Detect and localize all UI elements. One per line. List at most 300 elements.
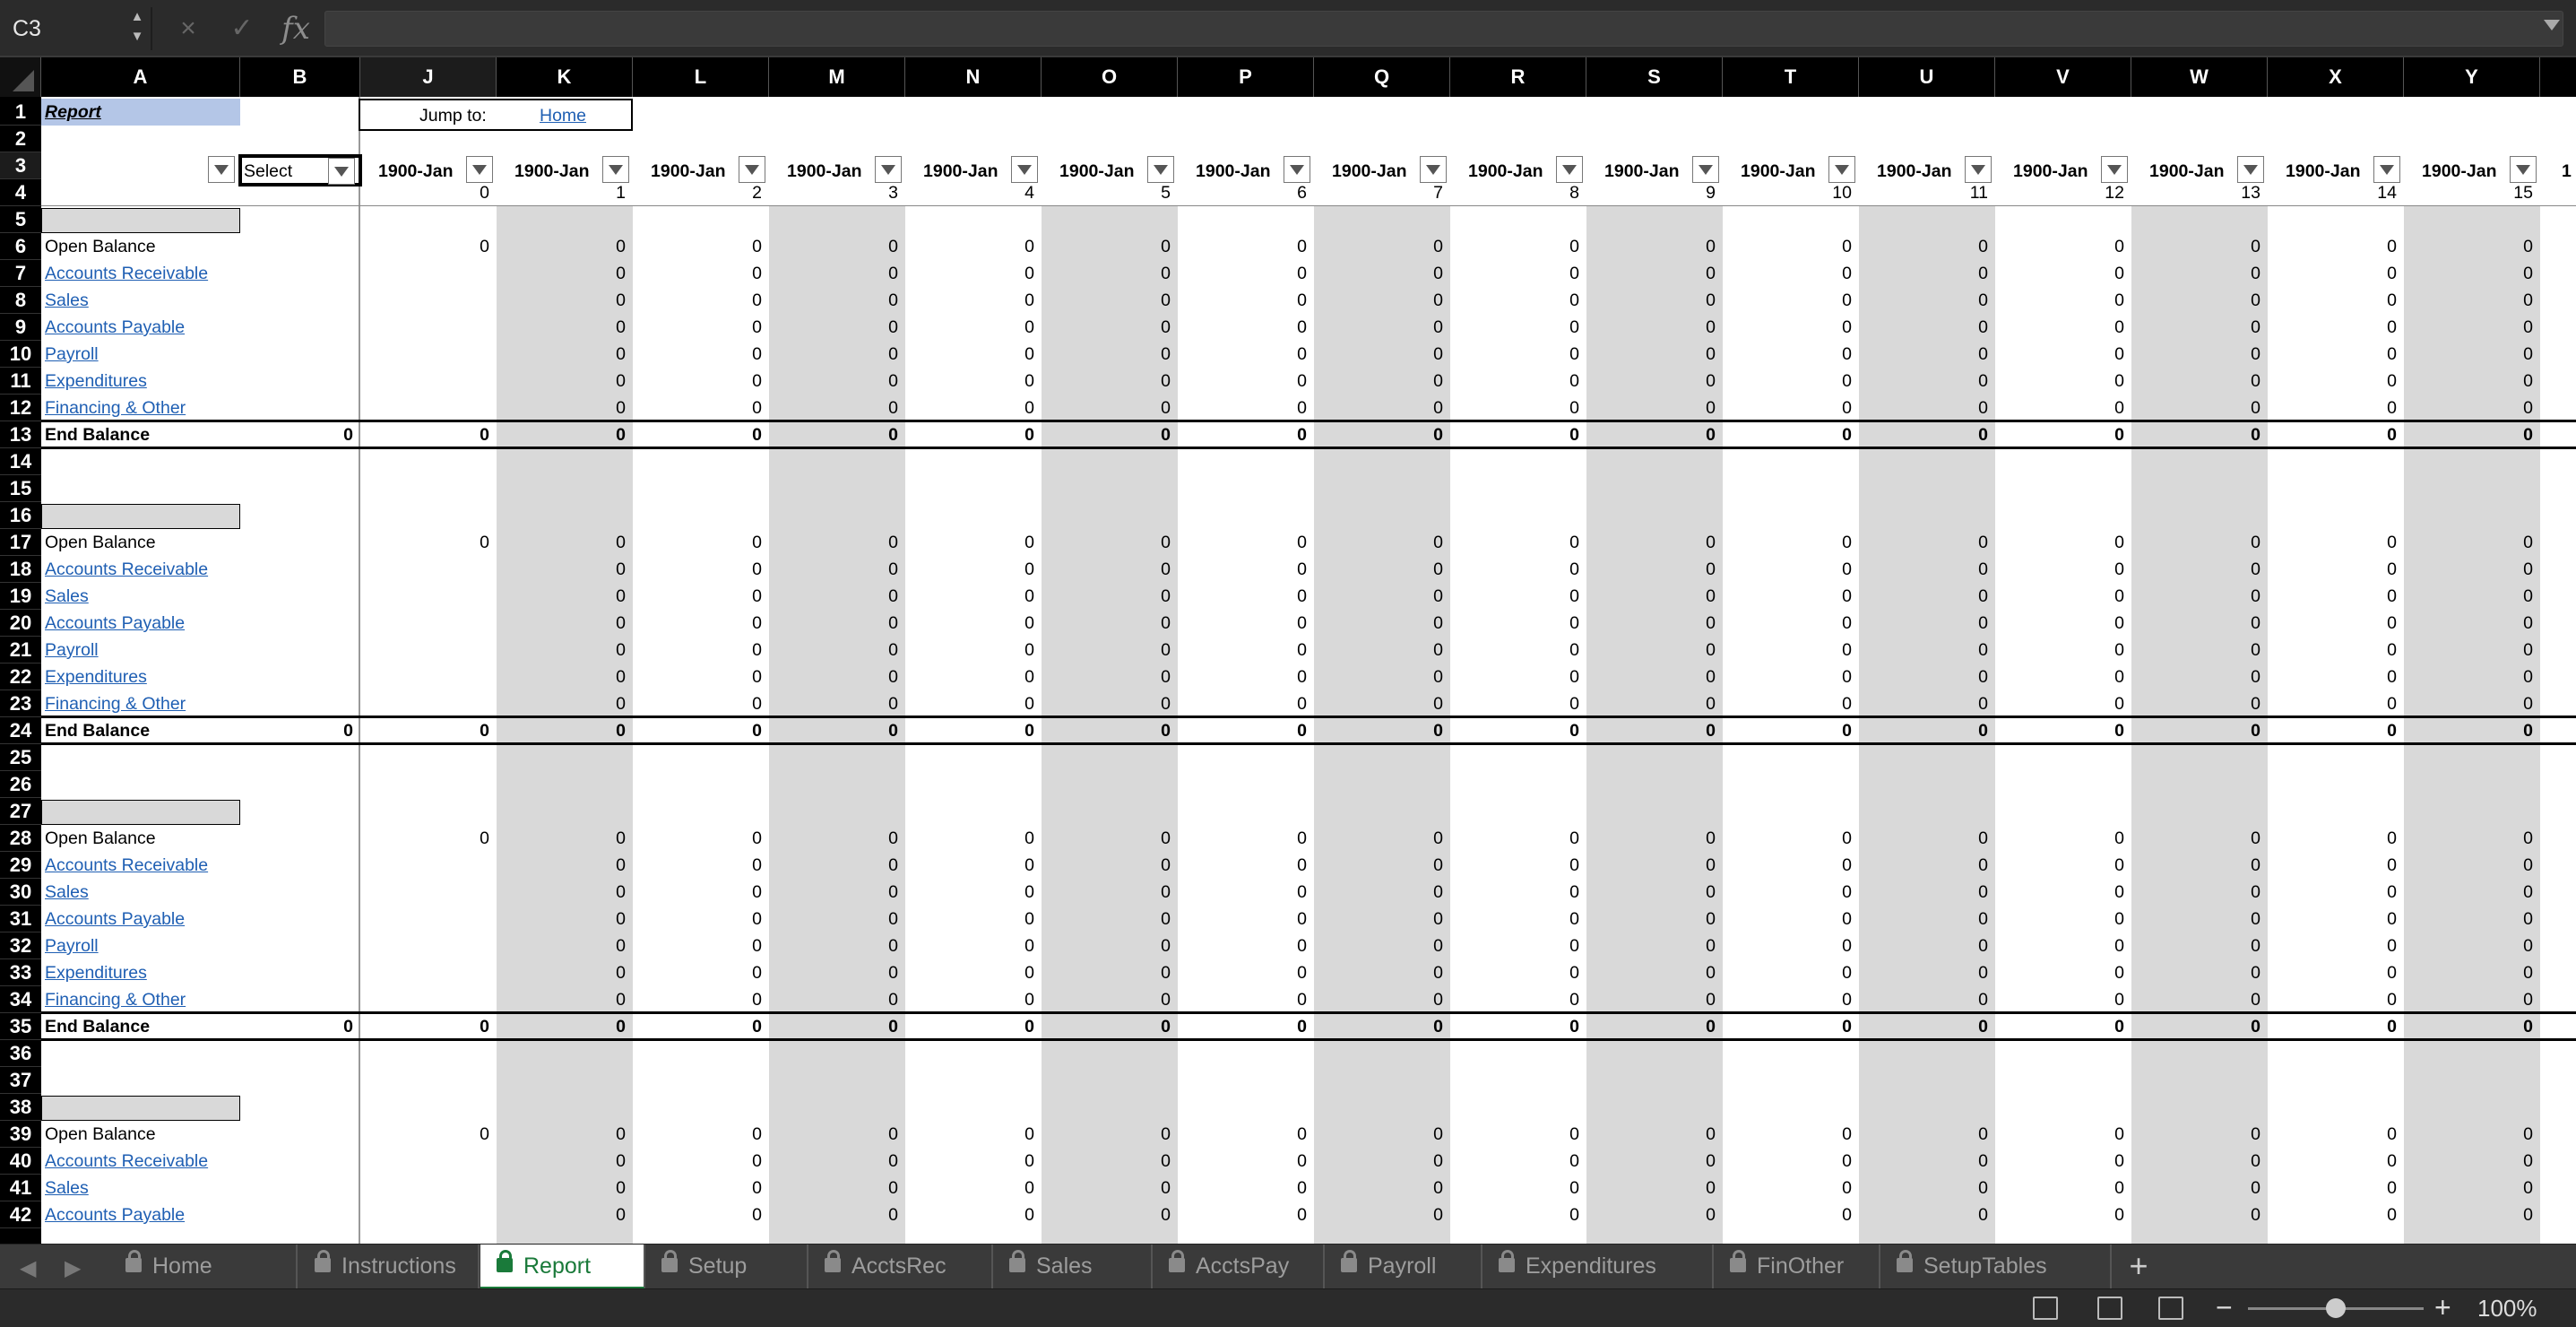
sheet-tab-expenditures[interactable] (1482, 1245, 1714, 1289)
sheet-tab-sales[interactable] (993, 1245, 1153, 1289)
column-header-s[interactable]: S (1586, 57, 1723, 97)
open-balance-value: 0 (480, 237, 489, 256)
value-cell: 0 (1024, 264, 1034, 283)
item-link-sales[interactable]: Sales (45, 882, 89, 902)
row-header-29[interactable]: 29 (0, 852, 41, 879)
item-link-accounts-receivable[interactable]: Accounts Receivable (45, 1151, 209, 1171)
lock-icon (497, 1258, 513, 1272)
value-cell: 0 (1024, 882, 1034, 902)
value-cell: 0 (1842, 1124, 1852, 1144)
value-cell: 0 (1433, 990, 1443, 1010)
row-header-37[interactable]: 37 (0, 1067, 41, 1094)
value-cell: 0 (1569, 533, 1579, 552)
item-link-payroll[interactable]: Payroll (45, 344, 99, 364)
value-cell: 0 (1842, 237, 1852, 256)
sheet-tab-instructions[interactable] (298, 1245, 480, 1289)
item-link-expenditures[interactable]: Expenditures (45, 667, 147, 687)
value-cell: 0 (2251, 1124, 2260, 1144)
sheet-tab-acctsrec[interactable] (808, 1245, 993, 1289)
insert-function-icon[interactable]: fx (281, 11, 310, 47)
row-header-3[interactable]: 3 (0, 152, 41, 179)
value-cell: 0 (2114, 963, 2124, 983)
column-header-q[interactable]: Q (1314, 57, 1450, 97)
row-header-30[interactable]: 30 (0, 879, 41, 906)
value-cell: 0 (616, 586, 626, 606)
lock-icon (1730, 1258, 1746, 1272)
sheet-tab-setuptables[interactable] (1880, 1245, 2112, 1289)
value-cell: 0 (752, 667, 762, 687)
item-link-sales[interactable]: Sales (45, 291, 89, 310)
period-index: 11 (1969, 183, 1988, 203)
value-cell: 0 (1297, 371, 1307, 391)
value-cell: 0 (1024, 586, 1034, 606)
value-cell: 0 (1978, 613, 1988, 633)
value-cell: 0 (1297, 990, 1307, 1010)
column-header-w[interactable]: W (2131, 57, 2268, 97)
value-cell: 0 (1978, 694, 1988, 714)
filter-dropdown-a[interactable] (208, 156, 235, 183)
period-index: 10 (1832, 183, 1852, 203)
item-link-expenditures[interactable]: Expenditures (45, 371, 147, 391)
item-link-accounts-payable[interactable]: Accounts Payable (45, 613, 186, 633)
value-cell: 0 (888, 1124, 898, 1144)
value-cell: 0 (1569, 990, 1579, 1010)
value-cell: 0 (1569, 559, 1579, 579)
value-cell: 0 (2114, 667, 2124, 687)
row-header-14[interactable]: 14 (0, 448, 41, 475)
worksheet-grid[interactable] (0, 57, 2576, 1244)
header-divider (41, 205, 2576, 206)
value-cell: 0 (2251, 237, 2260, 256)
value-cell: 0 (616, 694, 626, 714)
value-cell: 0 (1161, 1151, 1171, 1171)
value-cell: 0 (2523, 613, 2533, 633)
end-balance-value: 0 (1161, 1017, 1171, 1036)
item-link-accounts-payable[interactable]: Accounts Payable (45, 909, 186, 929)
value-cell: 0 (1161, 667, 1171, 687)
value-cell: 0 (2251, 882, 2260, 902)
select-dropdown[interactable] (238, 154, 362, 186)
value-cell: 0 (1842, 828, 1852, 848)
select-dropdown-arrow-icon[interactable] (328, 158, 355, 185)
end-balance-value: 0 (1978, 721, 1988, 741)
row-header-36[interactable]: 36 (0, 1040, 41, 1067)
value-cell: 0 (2523, 1178, 2533, 1198)
value-cell: 0 (616, 640, 626, 660)
value-cell: 0 (752, 613, 762, 633)
value-cell: 0 (1569, 1124, 1579, 1144)
name-box[interactable]: C3 (0, 7, 152, 50)
value-cell: 0 (2114, 1124, 2124, 1144)
row-header-25[interactable]: 25 (0, 744, 41, 771)
block-name-box[interactable] (41, 208, 240, 233)
row-header-28[interactable]: 28 (0, 825, 41, 852)
report-title[interactable]: Report (45, 102, 101, 122)
item-link-accounts-receivable[interactable]: Accounts Receivable (45, 559, 209, 579)
row-header-11[interactable]: 11 (0, 368, 41, 395)
item-link-accounts-payable[interactable]: Accounts Payable (45, 1205, 186, 1225)
value-cell: 0 (1161, 291, 1171, 310)
value-cell: 0 (1297, 694, 1307, 714)
value-cell: 0 (1706, 882, 1716, 902)
value-cell: 0 (1569, 855, 1579, 875)
value-cell: 0 (1297, 559, 1307, 579)
value-cell: 0 (1978, 667, 1988, 687)
value-cell: 0 (2251, 291, 2260, 310)
period-header: 1900-Jan (1468, 161, 1543, 181)
column-header-y[interactable]: Y (2404, 57, 2540, 97)
row-header-15[interactable]: 15 (0, 475, 41, 502)
sheet-tab-home[interactable] (109, 1245, 298, 1289)
value-cell: 0 (2251, 667, 2260, 687)
value-cell: 0 (1297, 963, 1307, 983)
value-cell: 0 (1161, 640, 1171, 660)
value-cell: 0 (1569, 264, 1579, 283)
value-cell: 0 (1024, 559, 1034, 579)
sheet-tab-setup[interactable] (645, 1245, 808, 1289)
row-header-20[interactable]: 20 (0, 610, 41, 637)
row-header-22[interactable]: 22 (0, 664, 41, 690)
value-cell: 0 (752, 291, 762, 310)
period-index: 3 (888, 183, 898, 203)
row-header-18[interactable]: 18 (0, 556, 41, 583)
row-header-1[interactable]: 1 (0, 99, 41, 126)
value-cell: 0 (1706, 694, 1716, 714)
value-cell: 0 (752, 990, 762, 1010)
page-layout-view-icon[interactable] (2097, 1297, 2122, 1320)
value-cell: 0 (1706, 317, 1716, 337)
value-cell: 0 (1024, 855, 1034, 875)
sheet-tab-label: Payroll (1368, 1253, 1437, 1279)
value-cell: 0 (1024, 828, 1034, 848)
row-header-13[interactable]: 13 (0, 421, 41, 448)
value-cell: 0 (1842, 667, 1852, 687)
value-cell: 0 (2387, 291, 2397, 310)
value-cell: 0 (2523, 694, 2533, 714)
value-cell: 0 (1706, 963, 1716, 983)
value-cell: 0 (1161, 694, 1171, 714)
value-cell: 0 (2523, 667, 2533, 687)
formula-bar (0, 0, 2576, 57)
value-cell: 0 (1978, 640, 1988, 660)
value-cell: 0 (1706, 613, 1716, 633)
value-cell: 0 (1161, 559, 1171, 579)
value-cell: 0 (752, 237, 762, 256)
value-cell: 0 (2251, 963, 2260, 983)
end-balance-value: 0 (1706, 721, 1716, 741)
column-header-o[interactable]: O (1042, 57, 1178, 97)
value-cell: 0 (1161, 237, 1171, 256)
value-cell: 0 (1706, 559, 1716, 579)
value-cell: 0 (1024, 398, 1034, 418)
row-header-42[interactable]: 42 (0, 1201, 41, 1228)
item-link-payroll[interactable]: Payroll (45, 936, 99, 956)
value-cell: 0 (1842, 586, 1852, 606)
value-cell: 0 (2251, 264, 2260, 283)
value-cell: 0 (616, 936, 626, 956)
value-cell: 0 (2387, 264, 2397, 283)
item-link-expenditures[interactable]: Expenditures (45, 963, 147, 983)
item-link-financing-other[interactable]: Financing & Other (45, 694, 186, 714)
end-balance-label: End Balance (45, 1017, 151, 1036)
value-cell: 0 (1706, 640, 1716, 660)
row-header-23[interactable]: 23 (0, 690, 41, 717)
sheet-tab-payroll[interactable] (1325, 1245, 1482, 1289)
add-sheet-button[interactable]: + (2129, 1247, 2148, 1284)
value-cell: 0 (1297, 1151, 1307, 1171)
value-cell: 0 (2387, 398, 2397, 418)
value-cell: 0 (2251, 694, 2260, 714)
value-cell: 0 (1433, 371, 1443, 391)
block-name-box[interactable] (41, 504, 240, 529)
row-header-41[interactable]: 41 (0, 1175, 41, 1201)
row-header-39[interactable]: 39 (0, 1121, 41, 1148)
row-header-16[interactable]: 16 (0, 502, 41, 529)
value-cell: 0 (1297, 882, 1307, 902)
formula-input[interactable] (324, 11, 2563, 47)
value-cell: 0 (1569, 1205, 1579, 1225)
row-header-6[interactable]: 6 (0, 233, 41, 260)
value-cell: 0 (888, 398, 898, 418)
row-header-33[interactable]: 33 (0, 959, 41, 986)
cancel-icon[interactable]: × (180, 13, 196, 43)
value-cell: 0 (1706, 1151, 1716, 1171)
value-cell: 0 (1297, 936, 1307, 956)
value-cell: 0 (1706, 1124, 1716, 1144)
row-header-40[interactable]: 40 (0, 1148, 41, 1175)
value-cell: 0 (2114, 398, 2124, 418)
cell-area[interactable] (41, 97, 2576, 1244)
period-index: 8 (1569, 183, 1579, 203)
value-cell: 0 (2387, 936, 2397, 956)
value-cell: 0 (2251, 613, 2260, 633)
block-name-box[interactable] (41, 800, 240, 825)
end-balance-value: 0 (888, 721, 898, 741)
value-cell: 0 (1297, 586, 1307, 606)
open-balance-label: Open Balance (45, 828, 156, 848)
end-balance-value: 0 (1842, 1017, 1852, 1036)
block-name-box[interactable] (41, 1096, 240, 1121)
end-balance-value: 0 (888, 1017, 898, 1036)
page-break-view-icon[interactable] (2158, 1297, 2183, 1320)
value-cell: 0 (2523, 963, 2533, 983)
row-header-4[interactable]: 4 (0, 179, 41, 206)
column-header-j[interactable]: J (360, 57, 497, 97)
value-cell: 0 (752, 963, 762, 983)
value-cell: 0 (1842, 963, 1852, 983)
period-index: 2 (752, 183, 762, 203)
row-header-10[interactable]: 10 (0, 341, 41, 368)
value-cell: 0 (1978, 909, 1988, 929)
value-cell: 0 (752, 586, 762, 606)
end-balance-value: 0 (2387, 721, 2397, 741)
value-cell: 0 (888, 882, 898, 902)
value-cell: 0 (1842, 559, 1852, 579)
row-header-21[interactable]: 21 (0, 637, 41, 664)
item-link-accounts-receivable[interactable]: Accounts Receivable (45, 855, 209, 875)
value-cell: 0 (1842, 291, 1852, 310)
value-cell: 0 (1978, 237, 1988, 256)
lock-icon (125, 1258, 142, 1272)
value-cell: 0 (2387, 694, 2397, 714)
period-header: 1900-Jan (514, 161, 590, 181)
zoom-slider-thumb[interactable] (2326, 1298, 2346, 1318)
normal-view-icon[interactable] (2033, 1297, 2058, 1320)
item-link-financing-other[interactable]: Financing & Other (45, 398, 186, 418)
item-link-accounts-payable[interactable]: Accounts Payable (45, 317, 186, 337)
column-header-k[interactable]: K (497, 57, 633, 97)
item-link-financing-other[interactable]: Financing & Other (45, 990, 186, 1010)
value-cell: 0 (1024, 1205, 1034, 1225)
row-header-31[interactable]: 31 (0, 906, 41, 932)
sheet-tab-finother[interactable] (1714, 1245, 1880, 1289)
confirm-icon[interactable]: ✓ (230, 13, 254, 43)
column-header-r[interactable]: R (1450, 57, 1586, 97)
value-cell: 0 (2387, 828, 2397, 848)
value-cell: 0 (1978, 1178, 1988, 1198)
value-cell: 0 (1433, 828, 1443, 848)
end-balance-value: 0 (343, 1017, 353, 1036)
zoom-in-button[interactable]: + (2434, 1291, 2451, 1323)
row-header-27[interactable]: 27 (0, 798, 41, 825)
value-cell: 0 (1433, 533, 1443, 552)
row-header-5[interactable]: 5 (0, 206, 41, 233)
column-header-v[interactable]: V (1995, 57, 2131, 97)
value-cell: 0 (752, 1205, 762, 1225)
value-cell: 0 (2114, 613, 2124, 633)
select-all-icon (13, 70, 34, 91)
row-header-38[interactable]: 38 (0, 1094, 41, 1121)
value-cell: 0 (2114, 344, 2124, 364)
item-link-sales[interactable]: Sales (45, 586, 89, 606)
value-cell: 0 (1569, 828, 1579, 848)
column-header-n[interactable]: N (905, 57, 1042, 97)
expand-formula-bar-icon[interactable] (2544, 20, 2560, 30)
item-link-accounts-receivable[interactable]: Accounts Receivable (45, 264, 209, 283)
column-header-b[interactable]: B (240, 57, 360, 97)
period-index: 9 (1706, 183, 1716, 203)
value-cell: 0 (1161, 990, 1171, 1010)
value-cell: 0 (1842, 882, 1852, 902)
end-balance-value: 0 (1569, 425, 1579, 445)
end-balance-value: 0 (1433, 425, 1443, 445)
value-cell: 0 (2114, 559, 2124, 579)
value-cell: 0 (888, 1151, 898, 1171)
value-cell: 0 (1297, 317, 1307, 337)
value-cell: 0 (616, 559, 626, 579)
column-header-x[interactable]: X (2268, 57, 2404, 97)
value-cell: 0 (888, 291, 898, 310)
sheet-tab-acctspay[interactable] (1153, 1245, 1325, 1289)
tab-scroll-right-icon[interactable]: ▶ (65, 1256, 82, 1280)
row-header-7[interactable]: 7 (0, 260, 41, 287)
value-cell: 0 (1297, 1205, 1307, 1225)
value-cell: 0 (616, 317, 626, 337)
item-link-payroll[interactable]: Payroll (45, 640, 99, 660)
row-header-2[interactable]: 2 (0, 126, 41, 152)
row-header-32[interactable]: 32 (0, 932, 41, 959)
value-cell: 0 (1433, 586, 1443, 606)
value-cell: 0 (888, 1205, 898, 1225)
value-cell: 0 (888, 855, 898, 875)
value-cell: 0 (1433, 264, 1443, 283)
value-cell: 0 (1842, 613, 1852, 633)
jump-to-home-link[interactable]: Home (540, 106, 587, 126)
value-cell: 0 (616, 1151, 626, 1171)
value-cell: 0 (1706, 667, 1716, 687)
zoom-percent[interactable]: 100% (2477, 1295, 2537, 1322)
value-cell: 0 (1024, 694, 1034, 714)
row-header-17[interactable]: 17 (0, 529, 41, 556)
jump-to-label: Jump to: (419, 106, 487, 126)
column-divider (359, 97, 360, 1244)
end-balance-value: 0 (752, 721, 762, 741)
row-header-12[interactable]: 12 (0, 395, 41, 421)
period-header: 1900-Jan (1741, 161, 1816, 181)
row-header-9[interactable]: 9 (0, 314, 41, 341)
name-box-spinner-icon[interactable]: ▲ ▼ (130, 9, 144, 44)
value-cell: 0 (1569, 317, 1579, 337)
column-header-l[interactable]: L (633, 57, 769, 97)
end-balance-value: 0 (616, 1017, 626, 1036)
column-header-m[interactable]: M (769, 57, 905, 97)
value-cell: 0 (1024, 371, 1034, 391)
sheet-tab-report[interactable] (480, 1245, 645, 1289)
row-header-24[interactable]: 24 (0, 717, 41, 744)
row-header-34[interactable]: 34 (0, 986, 41, 1013)
value-cell: 0 (1024, 990, 1034, 1010)
tab-scroll-left-icon[interactable]: ◀ (20, 1256, 37, 1280)
end-balance-value: 0 (1842, 425, 1852, 445)
column-header-t[interactable]: T (1723, 57, 1859, 97)
value-cell: 0 (1569, 613, 1579, 633)
value-cell: 0 (1569, 963, 1579, 983)
value-cell: 0 (1706, 990, 1716, 1010)
row-header-35[interactable]: 35 (0, 1013, 41, 1040)
value-cell: 0 (888, 613, 898, 633)
value-cell: 0 (1706, 264, 1716, 283)
value-cell: 0 (888, 990, 898, 1010)
row-header-19[interactable]: 19 (0, 583, 41, 610)
zoom-out-button[interactable]: − (2216, 1291, 2233, 1323)
value-cell: 0 (1161, 317, 1171, 337)
value-cell: 0 (1433, 237, 1443, 256)
end-balance-value: 0 (1706, 1017, 1716, 1036)
value-cell: 0 (1433, 936, 1443, 956)
value-cell: 0 (752, 882, 762, 902)
column-header-a[interactable]: A (41, 57, 240, 97)
end-balance-value: 0 (752, 1017, 762, 1036)
column-header-overflow[interactable] (2540, 57, 2576, 97)
row-header-26[interactable]: 26 (0, 771, 41, 798)
item-link-sales[interactable]: Sales (45, 1178, 89, 1198)
value-cell: 0 (888, 317, 898, 337)
end-balance-value: 0 (480, 425, 489, 445)
end-balance-value: 0 (2523, 425, 2533, 445)
value-cell: 0 (1024, 237, 1034, 256)
column-header-p[interactable]: P (1178, 57, 1314, 97)
end-balance-value: 0 (888, 425, 898, 445)
row-header-8[interactable]: 8 (0, 287, 41, 314)
end-balance-value: 0 (343, 425, 353, 445)
open-balance-label: Open Balance (45, 1124, 156, 1144)
value-cell: 0 (2387, 640, 2397, 660)
value-cell: 0 (1297, 1178, 1307, 1198)
select-all-corner[interactable] (0, 57, 41, 97)
column-header-u[interactable]: U (1859, 57, 1995, 97)
value-cell: 0 (2387, 963, 2397, 983)
value-cell: 0 (1433, 855, 1443, 875)
